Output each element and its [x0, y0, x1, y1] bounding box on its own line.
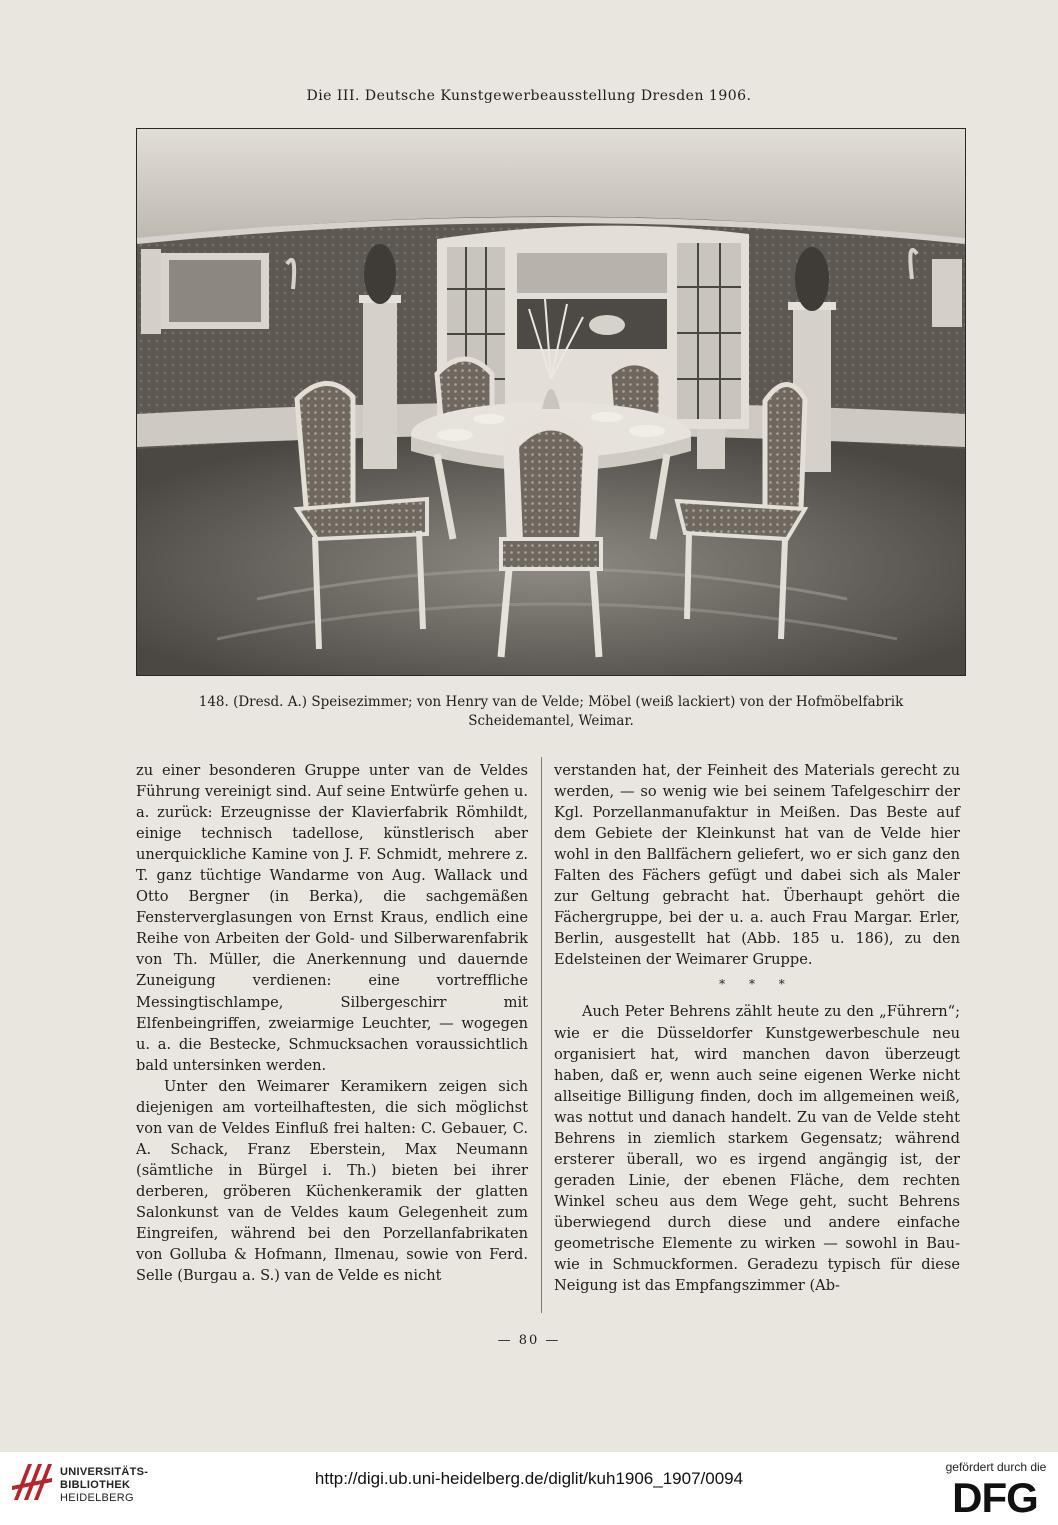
text-column-right [554, 760, 960, 1315]
running-head: Die III. Deutsche Kunstgewerbeausstellung Dresden 1906. [306, 88, 752, 104]
permalink-url[interactable]: http://digi.ub.uni-heidelberg.de/diglit/kuh1906_1907/0094 [314, 1469, 744, 1488]
figure-caption-line-1: 148. (Dresd. A.) Speisezimmer; von Henry van de Velde; Möbel (weiß lackiert) von der Hofmöbelfabrik [198, 694, 904, 710]
figure-caption-line-2: Scheidemantel, Weimar. [468, 713, 634, 729]
paragraph: zu einer besonderen Gruppe unter van de Veldes Führung vereinigt sind. Auf seine Entwürfe gehen u. a. zurück: Erzeugnisse der Klavierfabrik Römhildt, einige technisch tadellose, künstlerisch aber unerquickliche Kamine von J. F. Schmidt, mehrere z. T. ganz tüchtige Wandarme von Aug. Wallack und Otto Bergner (in Berka), die sachgemäßen Fensterverglasungen von Ernst Kraus, endlich eine Reihe von Arbeiten der Gold- und Silberwarenfabrik von Th. Müller, die Anerkennung und dauernde Zuneigung verdienen: eine vortreffliche Messingtischlampe, Silbergeschirr mit Elfenbeingriffen, zweiarmige Leuchter, — wogegen u. a. die Bestecke, Schmucksachen voraussichtlich bald untersinken werden. [136, 762, 528, 1074]
dfg-logo[interactable]: DFG [952, 1474, 1038, 1521]
paragraph: Auch Peter Behrens zählt heute zu den „Führern“; wie er die Düsseldorfer Kunstgewerbeschule neu organisiert hat, wird manchen davon überzeugt haben, daß er, wenn auch seine eigenen Werke nicht allseitige Billigung finden, doch im allgemeinen weiß, was nottut und danach handelt. Zu van de Velde steht Behrens in ziemlich starkem Gegensatz; während ersterer überall, wo es irgend angängig ist, der geraden Linie, der ebenen Fläche, dem rechten Winkel scheu aus dem Wege geht, sucht Behrens überwiegend durch diese und andere einfache geometrische Elemente zu wirken — sowohl in Bau- wie in Schmuckformen. Geradezu typisch für diese Neigung ist das Empfangszimmer (Ab- [554, 1003, 960, 1295]
figure-photograph [136, 128, 966, 676]
library-name-line-1: UNIVERSITÄTS- [60, 1466, 149, 1478]
paragraph: Unter den Weimarer Keramikern zeigen sich diejenigen am vorteilhaftesten, die sich möglichst von van de Veldes Einfluß frei halten: C. Gebauer, C. A. Schack, Franz Eberstein, Max Neumann (sämtliche in Bürgel i. Th.) bieten bei ihrer derberen, gröberen Küchenkeramik der glatten Salonkunst van de Veldes kaum Gelegenheit zum Eingreifen, während bei den Porzellanfabrikaten von Golluba & Hofmann, Ilmenau, sowie von Ferd. Selle (Burgau a. S.) van de Velde es nicht [136, 1077, 528, 1285]
figure-caption [120, 693, 982, 731]
funding-credit: gefördert durch die [945, 1460, 1047, 1474]
text-column-left [136, 760, 528, 1315]
page-number: — 80 — [497, 1333, 561, 1348]
dining-room-photo [137, 129, 965, 675]
column-divider [541, 757, 542, 1313]
section-divider-asterisks: * * * [719, 977, 795, 992]
library-name-line-3: HEIDELBERG [60, 1492, 134, 1504]
paragraph: verstanden hat, der Feinheit des Materials gerecht zu werden, — so wenig wie bei seinem Tafelgeschirr der Kgl. Porzellanmanufaktur in Meißen. Das Beste auf dem Gebiete der Kleinkunst hat van de Velde hier wohl in den Ballfächern geliefert, wo er sich ganz den Falten des Fächers gefügt und dabei sich als Maler zur Geltung gebracht hat. Überhaupt gehört die Fächergruppe, bei der u. a. auch Frau Margar. Erler, Berlin, ausgestellt hat (Abb. 185 u. 186), zu den Edelsteinen der Weimarer Gruppe. [554, 762, 960, 969]
library-name-line-2: BIBLIOTHEK [60, 1479, 131, 1491]
